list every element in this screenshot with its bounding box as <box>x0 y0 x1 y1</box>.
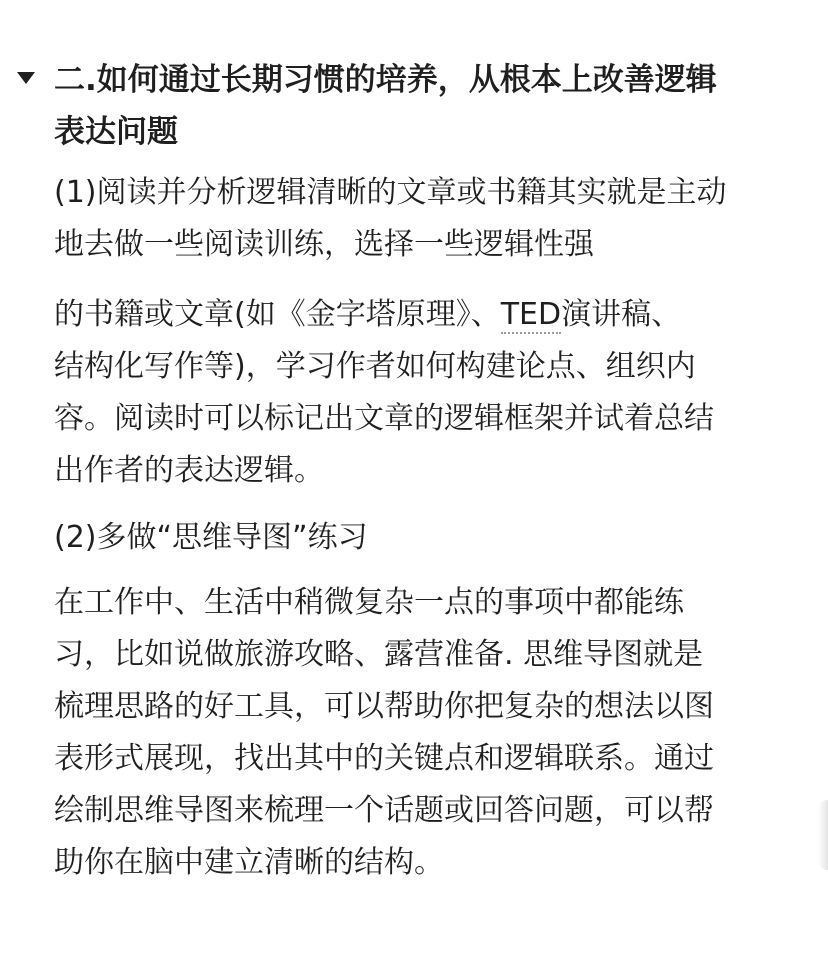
text-line: 助你在脑中建立清晰的结构。 <box>54 845 444 880</box>
paragraph-reading-intro <box>54 167 814 271</box>
text-line: 容。阅读时可以标记出文章的逻辑框架并试着总结 <box>54 401 714 436</box>
text-line: 地去做一些阅读训练，选择一些逻辑性强 <box>54 227 594 262</box>
section-heading <box>54 54 794 158</box>
paragraph-mindmap-detail <box>54 577 814 889</box>
text-line: 结构化写作等)，学习作者如何构建论点、组织内 <box>54 349 696 384</box>
text-segment: 的书籍或文章(如《金字塔原理》、 <box>54 297 501 332</box>
heading-line: 二.如何通过长期习惯的培养，从根本上改善逻辑 <box>54 62 717 98</box>
ted-link[interactable]: TED <box>500 297 562 332</box>
text-segment: 演讲稿、 <box>561 297 682 332</box>
text-line: 习，比如说做旅游攻略、露营准备. 思维导图就是 <box>54 637 704 672</box>
text-line: 表形式展现，找出其中的关键点和逻辑联系。通过 <box>54 741 714 776</box>
text-line: (1)阅读并分析逻辑清晰的文章或书籍其实就是主动 <box>54 175 727 210</box>
text-line: 梳理思路的好工具，可以帮助你把复杂的想法以图 <box>54 689 714 724</box>
text-line: 在工作中、生活中稍微复杂一点的事项中都能练 <box>54 585 684 620</box>
text-line <box>54 289 814 341</box>
triangle-down-icon[interactable] <box>17 72 35 84</box>
text-line: 出作者的表达逻辑。 <box>54 453 324 488</box>
paragraph-mindmap-title <box>54 512 814 564</box>
floating-panel-edge <box>818 800 828 870</box>
text-line: (2)多做“思维导图”练习 <box>54 520 368 555</box>
text-line: 绘制思维导图来梳理一个话题或回答问题，可以帮 <box>54 793 714 828</box>
paragraph-reading-detail <box>54 289 814 497</box>
heading-line: 表达问题 <box>54 114 178 150</box>
